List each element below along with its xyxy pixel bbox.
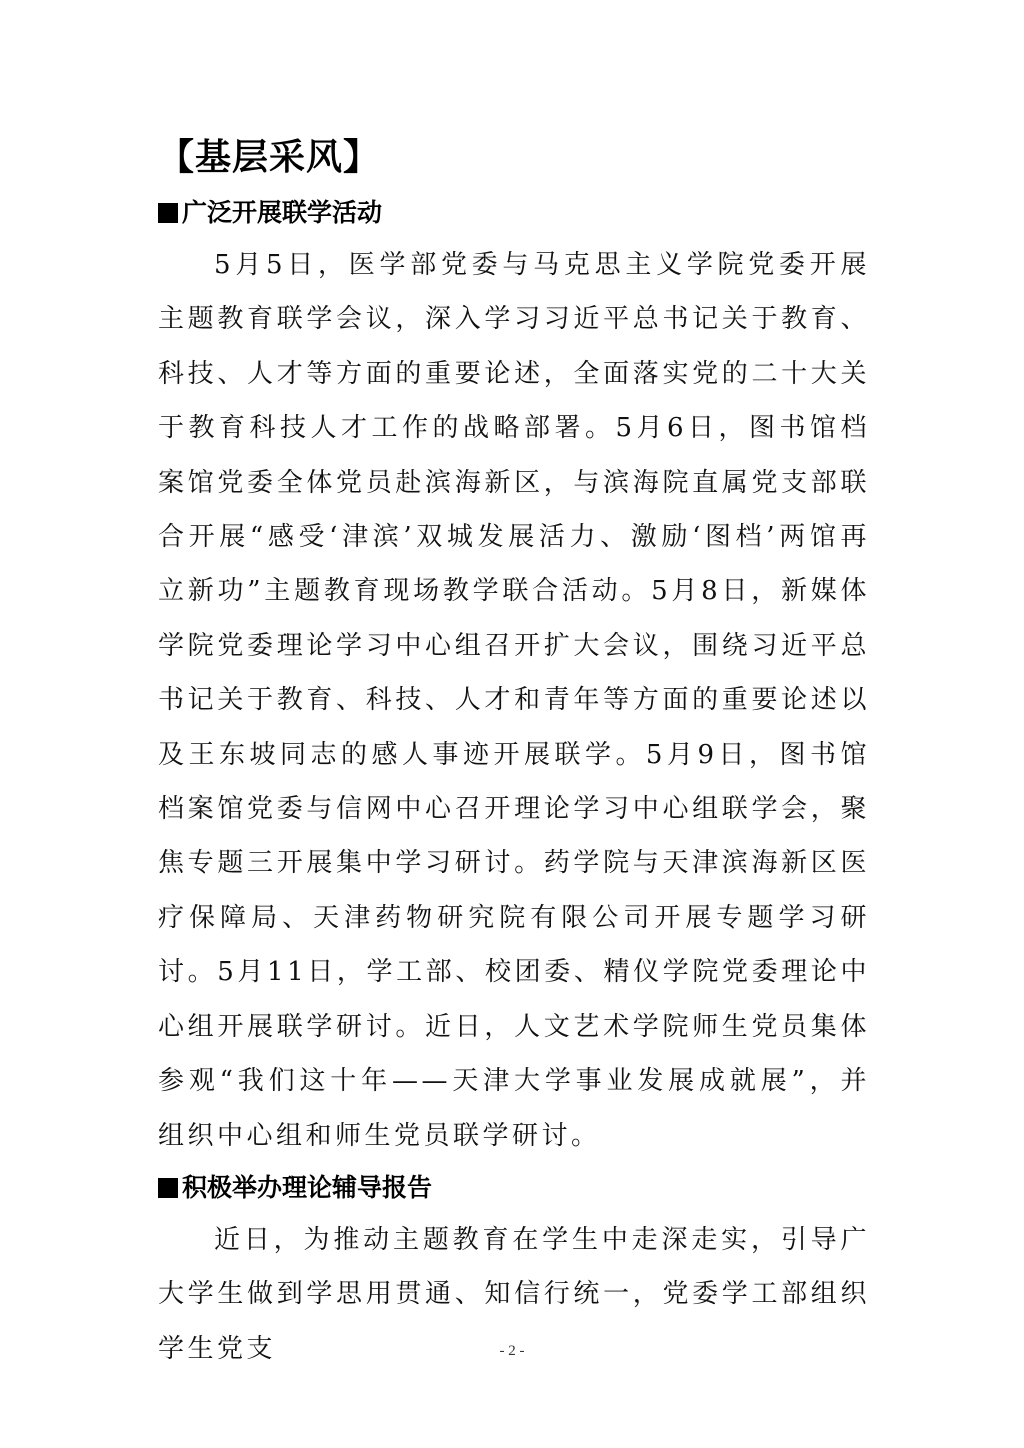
- black-square-icon: [158, 1178, 178, 1198]
- sub-heading-theory-report: [158, 1169, 870, 1207]
- sub-heading-text: 广泛开展联学活动: [182, 198, 383, 227]
- sub-heading-text: 积极举办理论辅导报告: [182, 1172, 433, 1202]
- black-square-icon: [158, 203, 178, 223]
- page-number: - 2 -: [499, 1343, 525, 1359]
- section-title: 【基层采风】: [158, 136, 381, 178]
- document-page: [158, 130, 870, 1382]
- paragraph-theory-report: 近日，为推动主题教育在学生中走深走实，引导广大学生做到学思用贯通、知信行统一，党委学工部组织学生党支: [158, 1224, 870, 1364]
- sub-heading-joint-study: [158, 194, 870, 232]
- paragraph-joint-study: 5月5日，医学部党委与马克思主义学院党委开展主题教育联学会议，深入学习习近平总书记关于教育、科技、人才等方面的重要论述，全面落实党的二十大关于教育科技人才工作的战略部署。5月6日，图书馆档案馆党委全体党员赴滨海新区，与滨海院直属党支部联合开展“感受‘津滨’双城发展活力、激励‘图档’两馆再立新功”主题教育现场教学联合活动。5月8日，新媒体学院党委理论学习中心组召开扩大会议，围绕习近平总书记关于教育、科技、人才和青年等方面的重要论述以及王东坡同志的感人事迹开展联学。5月9日，图书馆档案馆党委与信网中心召开理论学习中心组联学会，聚焦专题三开展集中学习研讨。药学院与天津滨海新区医疗保障局、天津药物研究院有限公司开展专题学习研讨。5月11日，学工部、校团委、精仪学院党委理论中心组开展联学研讨。近日，人文艺术学院师生党员集体参观“我们这十年——天津大学事业发展成就展”，并组织中心组和师生党员联学研讨。: [158, 250, 870, 1151]
